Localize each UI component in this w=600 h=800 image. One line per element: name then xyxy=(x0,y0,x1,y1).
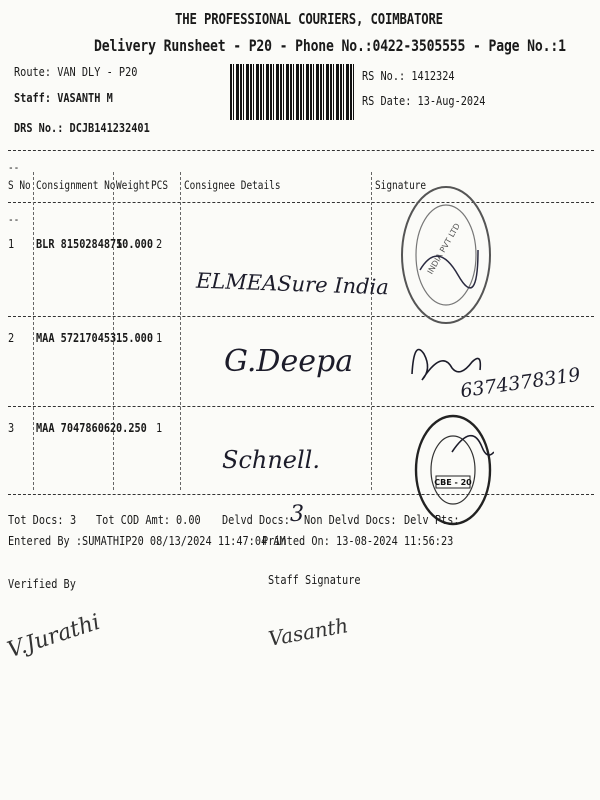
row-weight: 15.000 xyxy=(116,330,154,345)
row-sno: 1 xyxy=(8,236,15,251)
handwritten-consignee: Schnell. xyxy=(222,446,320,474)
tot-docs-value: 3 xyxy=(70,512,77,527)
divider xyxy=(8,406,594,407)
col-weight: Weight xyxy=(116,178,151,192)
staff-signature-label: Staff Signature xyxy=(268,572,361,587)
handwritten-consignee: G.Deepa xyxy=(224,344,354,379)
non-delvd-label: Non Delvd Docs: xyxy=(304,512,397,527)
handwritten-consignee: ELMEASure India xyxy=(195,268,390,300)
delvd-docs-label: Delvd Docs: xyxy=(222,512,290,527)
barcode-image xyxy=(230,64,354,120)
row-weight: 0.250 xyxy=(116,420,147,435)
runsheet-title: Delivery Runsheet - P20 - Phone No.:0422-3505555 - Page No.:1 xyxy=(94,36,566,55)
verifier-signature: V.Jurathi xyxy=(4,609,104,664)
divider xyxy=(8,150,594,151)
printed-on: Printed On: 13-08-2024 11:56:23 xyxy=(262,533,454,548)
row-consignment: BLR 8150284875 xyxy=(36,236,123,251)
company-stamp-seal xyxy=(398,180,494,330)
col-signature: Signature xyxy=(375,178,427,192)
divider xyxy=(8,316,594,317)
dash-marker: -- xyxy=(8,160,20,174)
svg-text:INDIA PVT LTD: INDIA PVT LTD xyxy=(425,221,462,276)
route-text: Route: VAN DLY - P20 xyxy=(14,64,138,79)
stamp-center-text: CBE - 20 xyxy=(434,478,472,487)
handwritten-phone: 6374378319 xyxy=(459,363,582,403)
entered-by: Entered By :SUMATHIP20 08/13/2024 11:47:04 AM xyxy=(8,533,286,548)
staff-text: Staff: VASANTH M xyxy=(14,90,113,105)
divider xyxy=(8,202,594,203)
row-consignment: MAA 704786062 xyxy=(36,420,117,435)
verified-by-label: Verified By xyxy=(8,576,76,591)
company-title: THE PROFESSIONAL COURIERS, COIMBATORE xyxy=(175,10,443,28)
tot-cod-label: Tot COD Amt: xyxy=(96,512,171,527)
row-sno: 3 xyxy=(8,420,15,435)
col-consignee: Consignee Details xyxy=(184,178,281,192)
row-weight: 10.000 xyxy=(116,236,154,251)
row-pcs: 1 xyxy=(156,420,163,435)
col-consignment: Consignment No xyxy=(36,178,116,192)
rs-number: RS No.: 1412324 xyxy=(362,68,455,83)
col-sno: S No xyxy=(8,178,31,192)
row-pcs: 2 xyxy=(156,236,163,251)
delv-pts-label: Delv Pts: xyxy=(404,512,460,527)
row-sno: 2 xyxy=(8,330,15,345)
tot-docs-label: Tot Docs: xyxy=(8,512,64,527)
column-rule xyxy=(180,172,181,490)
recipient-signature xyxy=(402,334,492,390)
tot-cod-value: 0.00 xyxy=(176,512,201,527)
rs-date: RS Date: 13-Aug-2024 xyxy=(362,93,486,108)
dash-marker: -- xyxy=(8,212,20,226)
row-pcs: 1 xyxy=(156,330,163,345)
drs-number: DRS No.: DCJB141232401 xyxy=(14,120,150,135)
schnell-stamp-seal xyxy=(412,412,494,528)
staff-signature: Vasanth xyxy=(266,613,351,651)
column-rule xyxy=(33,172,34,490)
divider xyxy=(8,494,594,495)
col-pcs: PCS xyxy=(151,178,169,192)
column-rule xyxy=(371,172,372,490)
handwritten-delvd-count: 3 xyxy=(290,502,304,527)
row-consignment: MAA 572170453 xyxy=(36,330,117,345)
